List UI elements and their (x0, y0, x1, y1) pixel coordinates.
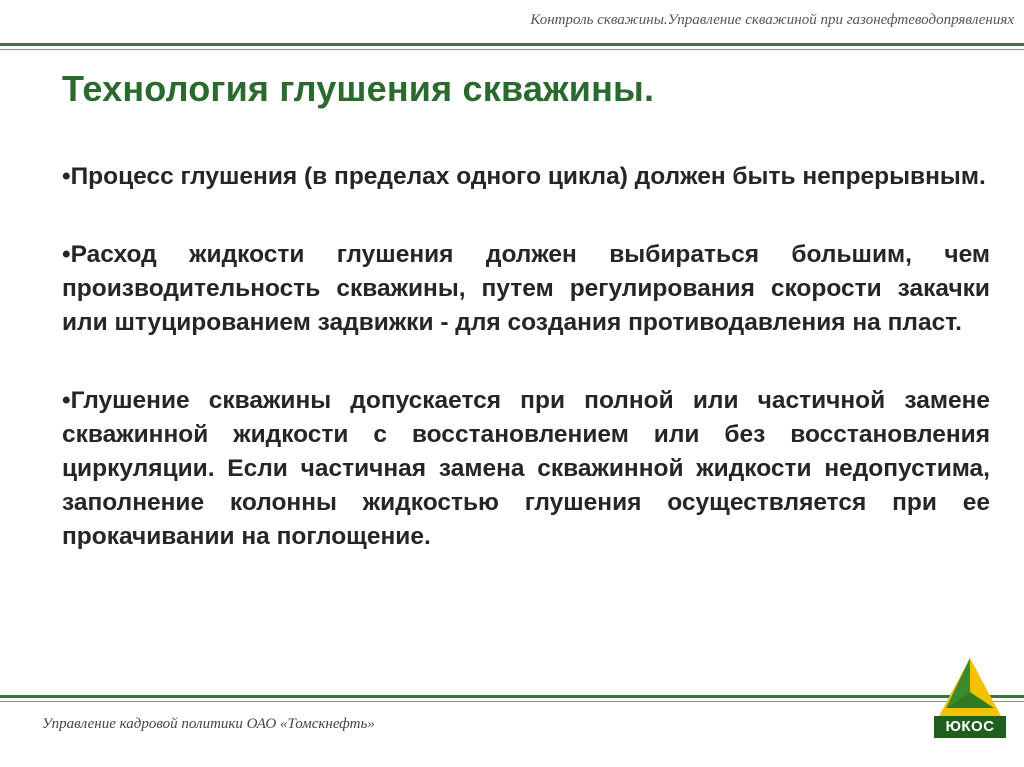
header-divider-thin (0, 49, 1024, 50)
footer-divider (0, 695, 1024, 698)
header-caption: Контроль скважины.Управление скважиной при газонефтеводопрявлениях (530, 12, 1014, 28)
yukos-logo (932, 652, 1008, 744)
bullet-item: •Расход жидкости глушения должен выбираться большим, чем производительность скважины, путем регулирования скорости закачки или штуцированием задвижки - для создания противодавления на пласт. (62, 241, 990, 336)
logo-text: ЮКОС (945, 718, 995, 735)
footer-divider-thin (0, 701, 1024, 702)
bullet-item: •Процесс глушения (в пределах одного цикла) должен быть непрерывным. (62, 163, 986, 190)
slide-content (62, 160, 990, 598)
slide-title: Технология глушения скважины. (62, 68, 655, 109)
header-divider (0, 43, 1024, 46)
footer-caption: Управление кадровой политики ОАО «Томскнефть» (42, 716, 375, 732)
bullet-item: •Глушение скважины допускается при полной или частичной замене скважинной жидкости с восстановлением или без восстановления циркуляции. Если частичная замена скважинной жидкости недопустима, заполнение колонны жидкостью глушения осуществляется при ее прокачивании на поглощение. (62, 387, 990, 550)
